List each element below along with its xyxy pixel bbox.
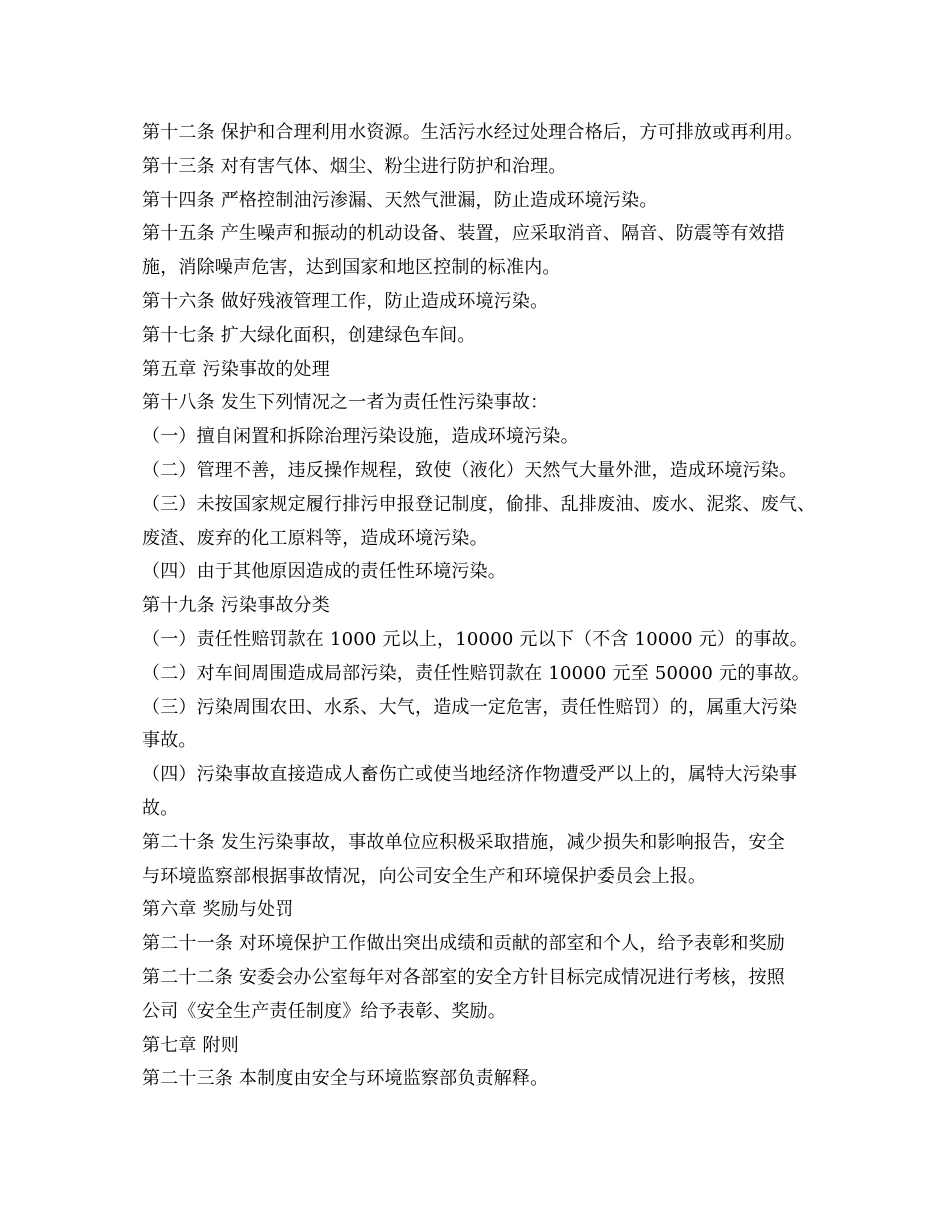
article-18-item-1: （一）擅自闲置和拆除治理污染设施，造成环境污染。 [142, 426, 579, 448]
article-18-item-3-line-2: 废渣、废弃的化工原料等，造成环境污染。 [142, 527, 488, 549]
article-23-line: 第二十三条 本制度由安全与环境监察部负责解释。 [142, 1068, 549, 1090]
article-19-item-4-line-2: 故。 [142, 797, 179, 819]
article-22-line-1: 第二十二条 安委会办公室每年对各部室的安全方针目标完成情况进行考核，按照 [142, 966, 785, 988]
article-20-line-2: 与环境监察部根据事故情况，向公司安全生产和环境保护委员会上报。 [142, 865, 707, 887]
article-19-item-4-line-1: （四）污染事故直接造成人畜伤亡或使当地经济作物遭受严以上的，属特大污染事 [142, 764, 798, 786]
article-12-line: 第十二条 保护和合理利用水资源。生活污水经过处理合格后，方可排放或再利用。 [142, 122, 804, 143]
document-body [142, 116, 832, 1096]
article-15-line-1: 第十五条 产生噪声和振动的机动设备、装置，应采取消音、隔音、防震等有效措 [142, 223, 785, 245]
article-13-line: 第十三条 对有害气体、烟尘、粉尘进行防护和治理。 [142, 155, 567, 177]
article-14-line: 第十四条 严格控制油污渗漏、天然气泄漏，防止造成环境污染。 [142, 189, 658, 211]
article-18-item-2: （二）管理不善，违反操作规程，致使（液化）天然气大量外泄，造成环境污染。 [142, 459, 798, 481]
article-20-line-1: 第二十条 发生污染事故，事故单位应积极采取措施，减少损失和影响报告，安全 [142, 831, 785, 853]
article-18-line: 第十八条 发生下列情况之一者为责任性污染事故： [142, 392, 549, 414]
article-18-item-3-line-1: （三）未按国家规定履行排污申报登记制度，偷排、乱排废油、废水、泥浆、废气、 [142, 493, 816, 515]
article-21-line: 第二十一条 对环境保护工作做出突出成绩和贡献的部室和个人，给予表彰和奖励 [142, 933, 785, 955]
article-18-item-4: （四）由于其他原因造成的责任性环境污染。 [142, 561, 506, 583]
article-19-item-2: （二）对车间周围造成局部污染，责任性赔罚款在 10000 元至 50000 元的事故。 [142, 662, 811, 684]
article-22-line-2: 公司《安全生产责任制度》给予表彰、奖励。 [142, 1000, 506, 1022]
chapter-6-heading: 第六章 奖励与处罚 [142, 899, 294, 921]
article-16-line: 第十六条 做好残液管理工作，防止造成环境污染。 [142, 290, 549, 312]
article-19-item-1: （一）责任性赔罚款在 1000 元以上，10000 元以下（不含 10000 元）的事故。 [142, 628, 808, 650]
chapter-7-heading: 第七章 附则 [142, 1034, 239, 1056]
article-17-line: 第十七条 扩大绿化面积，创建绿色车间。 [142, 324, 476, 346]
article-19-line: 第十九条 污染事故分类 [142, 595, 330, 617]
article-19-item-3-line-1: （三）污染周围农田、水系、大气，造成一定危害，责任性赔罚）的，属重大污染 [142, 696, 798, 718]
article-15-line-2: 施，消除噪声危害，达到国家和地区控制的标准内。 [142, 257, 561, 279]
article-19-item-3-line-2: 事故。 [142, 730, 197, 752]
chapter-5-heading: 第五章 污染事故的处理 [142, 358, 330, 380]
